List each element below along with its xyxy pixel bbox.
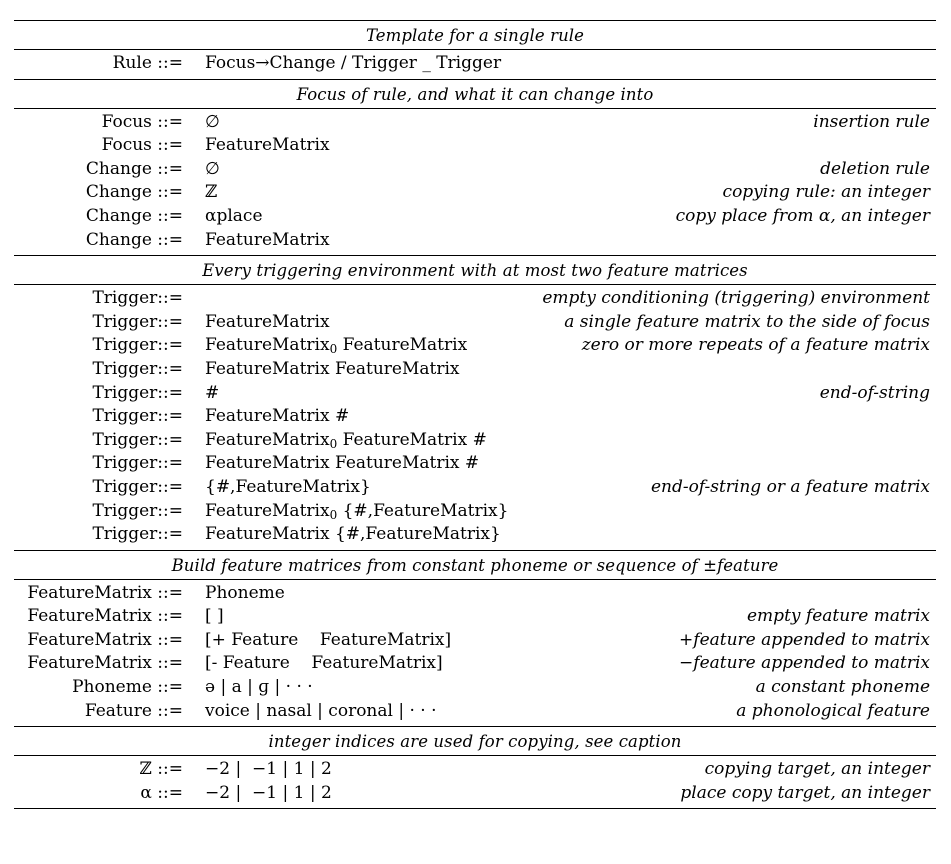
row-rhs: FeatureMatrix # bbox=[205, 406, 350, 427]
row-note: insertion rule bbox=[813, 111, 930, 132]
row-lhs: ℤ ::= bbox=[139, 759, 183, 780]
grammar-row bbox=[14, 605, 936, 629]
row-note: deletion rule bbox=[820, 158, 930, 179]
row-lhs: Change ::= bbox=[85, 229, 183, 250]
row-lhs: Trigger::= bbox=[92, 358, 183, 379]
section-rows bbox=[14, 756, 936, 808]
row-note: +feature appended to matrix bbox=[679, 629, 930, 650]
section-title: Build feature matrices from constant phoneme or sequence of ±feature bbox=[171, 555, 779, 575]
row-rhs: FeatureMatrix FeatureMatrix bbox=[205, 358, 460, 379]
row-lhs: Change ::= bbox=[85, 205, 183, 226]
row-rhs: ℤ bbox=[205, 182, 218, 203]
row-lhs: Trigger::= bbox=[92, 382, 183, 403]
grammar-row bbox=[14, 382, 936, 406]
row-rhs: ∅ bbox=[205, 111, 220, 132]
grammar-row bbox=[14, 782, 936, 806]
row-rhs: # bbox=[205, 382, 220, 403]
row-lhs: Trigger::= bbox=[92, 476, 183, 497]
grammar-row bbox=[14, 181, 936, 205]
row-lhs: Trigger::= bbox=[92, 406, 183, 427]
grammar-row bbox=[14, 676, 936, 700]
section-rows bbox=[14, 109, 936, 256]
row-rhs: FeatureMatrix$_0$ FeatureMatrix bbox=[205, 335, 468, 357]
row-lhs: FeatureMatrix ::= bbox=[27, 653, 183, 674]
grammar-row bbox=[14, 405, 936, 429]
row-rhs: −2 | −1 | 1 | 2 bbox=[205, 759, 332, 780]
grammar-row bbox=[14, 700, 936, 724]
row-note: a phonological feature bbox=[736, 700, 930, 721]
row-lhs: FeatureMatrix ::= bbox=[27, 629, 183, 650]
grammar-row bbox=[14, 358, 936, 382]
grammar-row bbox=[14, 205, 936, 229]
section-rows bbox=[14, 580, 936, 727]
row-rhs: ∅ bbox=[205, 158, 220, 179]
row-rhs: [- Feature FeatureMatrix] bbox=[205, 653, 443, 674]
section-title: integer indices are used for copying, see caption bbox=[268, 732, 682, 752]
row-lhs: Trigger::= bbox=[92, 429, 183, 450]
row-note: copying target, an integer bbox=[704, 759, 930, 780]
grammar-row bbox=[14, 500, 936, 524]
grammar-row bbox=[14, 629, 936, 653]
grammar-row bbox=[14, 523, 936, 547]
grammar-row bbox=[14, 287, 936, 311]
row-rhs: FeatureMatrix bbox=[205, 135, 330, 156]
row-rhs: Phoneme bbox=[205, 582, 285, 603]
row-lhs: Trigger::= bbox=[92, 500, 183, 521]
grammar-row bbox=[14, 652, 936, 676]
grammar-table bbox=[14, 20, 936, 809]
row-rhs: [+ Feature FeatureMatrix] bbox=[205, 629, 452, 650]
row-rhs: FeatureMatrix bbox=[205, 311, 330, 332]
grammar-row bbox=[14, 334, 936, 358]
grammar-row bbox=[14, 452, 936, 476]
row-note: a constant phoneme bbox=[755, 677, 930, 698]
row-lhs: Focus ::= bbox=[101, 111, 183, 132]
row-rhs: voice | nasal | coronal | · · · bbox=[205, 700, 437, 721]
subscript-zero: 0 bbox=[329, 342, 338, 357]
row-rhs: αplace bbox=[205, 205, 263, 226]
row-lhs: Trigger::= bbox=[92, 311, 183, 332]
grammar-row bbox=[14, 311, 936, 335]
row-note: end-of-string bbox=[819, 382, 930, 403]
section-rows bbox=[14, 285, 936, 550]
row-rhs: [ ] bbox=[205, 606, 224, 627]
section-title: Every triggering environment with at most two feature matrices bbox=[202, 261, 748, 281]
grammar-row bbox=[14, 134, 936, 158]
grammar-row bbox=[14, 229, 936, 253]
row-note: empty conditioning (triggering) environment bbox=[542, 288, 930, 309]
row-lhs: Trigger::= bbox=[92, 524, 183, 545]
row-note: place copy target, an integer bbox=[680, 782, 930, 803]
grammar-row bbox=[14, 582, 936, 606]
row-lhs: Rule ::= bbox=[112, 53, 183, 73]
row-lhs: Trigger::= bbox=[92, 453, 183, 474]
grammar-row bbox=[14, 111, 936, 135]
row-lhs: FeatureMatrix ::= bbox=[27, 582, 183, 603]
row-lhs: Feature ::= bbox=[84, 700, 183, 721]
section-title: Template for a single rule bbox=[365, 26, 585, 45]
row-lhs: Trigger::= bbox=[92, 288, 183, 309]
row-lhs: Change ::= bbox=[85, 158, 183, 179]
row-rhs: FeatureMatrix FeatureMatrix # bbox=[205, 453, 480, 474]
subscript-zero: 0 bbox=[329, 436, 338, 451]
row-lhs: Focus ::= bbox=[101, 135, 183, 156]
row-note: zero or more repeats of a feature matrix bbox=[581, 335, 930, 356]
row-lhs: Phoneme ::= bbox=[72, 677, 183, 698]
row-lhs: Trigger::= bbox=[92, 335, 183, 356]
grammar-row bbox=[14, 476, 936, 500]
row-note: −feature appended to matrix bbox=[679, 653, 930, 674]
grammar-row bbox=[14, 158, 936, 182]
subscript-zero: 0 bbox=[329, 507, 338, 522]
row-rhs: FeatureMatrix {#,FeatureMatrix} bbox=[205, 524, 501, 545]
row-rhs: FeatureMatrix$_0$ FeatureMatrix # bbox=[205, 429, 487, 451]
row-note: end-of-string or a feature matrix bbox=[650, 476, 930, 497]
row-rhs: Focus→Change / Trigger _ Trigger bbox=[205, 53, 502, 73]
row-note: copy place from α, an integer bbox=[675, 205, 930, 226]
row-lhs: α ::= bbox=[140, 782, 183, 803]
grammar-row bbox=[14, 429, 936, 453]
grammar-row bbox=[14, 52, 936, 76]
bottom-rule bbox=[14, 808, 936, 809]
row-rhs: −2 | −1 | 1 | 2 bbox=[205, 782, 332, 803]
row-rhs: {#,FeatureMatrix} bbox=[205, 476, 371, 497]
section-title: Focus of rule, and what it can change into bbox=[296, 84, 654, 104]
row-rhs: FeatureMatrix bbox=[205, 229, 330, 250]
row-note: a single feature matrix to the side of focus bbox=[564, 311, 930, 332]
row-rhs: FeatureMatrix$_0$ {#,FeatureMatrix} bbox=[205, 500, 509, 522]
grammar-row bbox=[14, 758, 936, 782]
row-note: copying rule: an integer bbox=[722, 182, 930, 203]
row-rhs: ə | a | ɡ | · · · bbox=[205, 677, 313, 698]
row-lhs: FeatureMatrix ::= bbox=[27, 606, 183, 627]
row-lhs: Change ::= bbox=[85, 182, 183, 203]
section-rows bbox=[14, 50, 936, 79]
row-note: empty feature matrix bbox=[747, 606, 930, 627]
